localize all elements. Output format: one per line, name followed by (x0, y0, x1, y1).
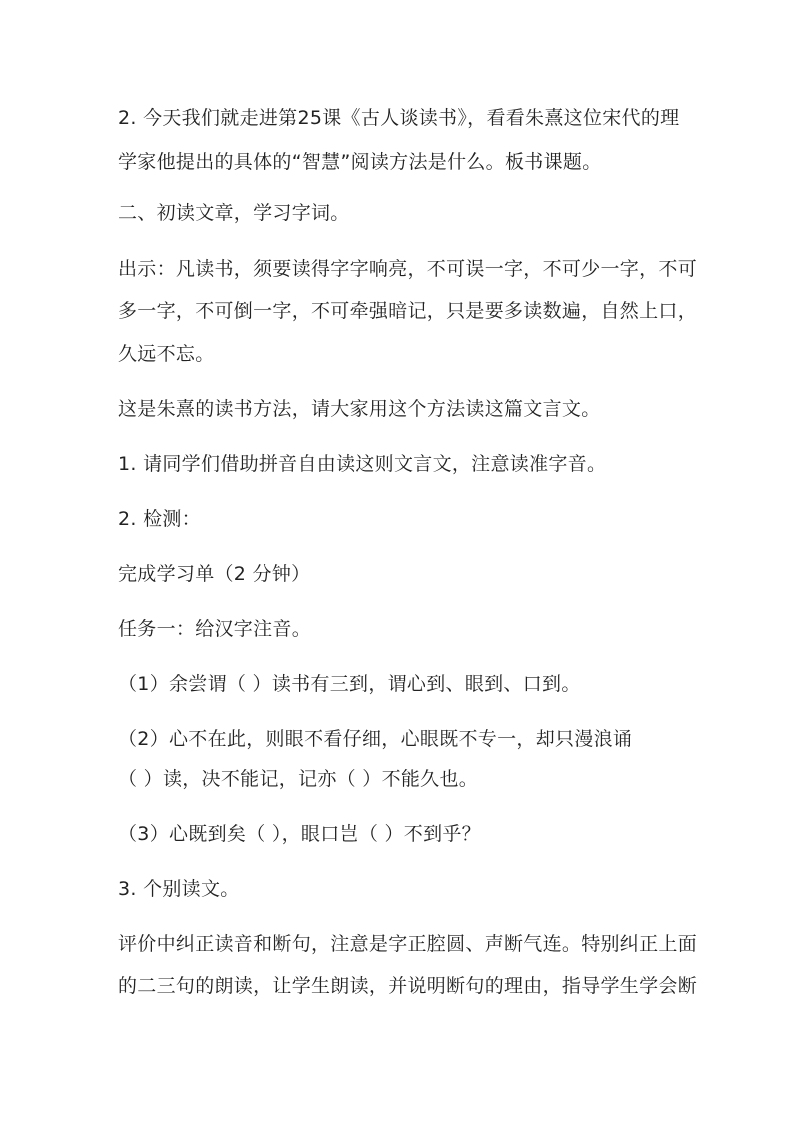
text-line-9: 2. 检测： (118, 508, 201, 530)
text-line-8: 1. 请同学们借助拼音自由读这则文言文，注意读准字音。 (118, 453, 607, 475)
text-line-16: 3. 个别读文。 (118, 878, 240, 900)
text-line-18: 的二三句的朗读，让学生朗读，并说明断句的理由，指导学生学会断 (118, 975, 698, 997)
text-line-10: 完成学习单（2 分钟） (118, 563, 311, 585)
exercise-item-1: （1）余尝谓（ ）读书有三到，谓心到、眼到、口到。 (118, 673, 581, 695)
text-line-6: 久远不忘。 (118, 343, 215, 365)
text-line-2: 学家他提出的具体的“智慧”阅读方法是什么。板书课题。 (118, 151, 602, 173)
task-heading: 任务一：给汉字注音。 (118, 618, 312, 640)
text-line-17: 评价中纠正读音和断句，注意是字正腔圆、声断气连。特别纠正上面 (118, 933, 698, 955)
text-line-7: 这是朱熹的读书方法，请大家用这个方法读这篇文言文。 (118, 398, 601, 420)
text-line-1: 2. 今天我们就走进第25课《古人谈读书》，看看朱熹这位宋代的理 (118, 107, 680, 129)
exercise-item-2-continued: （ ）读，决不能记，记亦（ ）不能久也。 (118, 768, 479, 790)
exercise-item-2: （2）心不在此，则眼不看仔细，心眼既不专一，却只漫浪诵 (118, 728, 633, 750)
text-line-4: 出示：凡读书，须要读得字字响亮，不可误一字，不可少一字，不可 (118, 258, 698, 280)
section-heading: 二、初读文章，学习字词。 (118, 202, 350, 224)
text-line-5: 多一字，不可倒一字，不可牵强暗记，只是要多读数遍，自然上口， (118, 300, 698, 322)
exercise-item-3: （3）心既到矣（ ），眼口岂（ ）不到乎？ (118, 823, 481, 845)
